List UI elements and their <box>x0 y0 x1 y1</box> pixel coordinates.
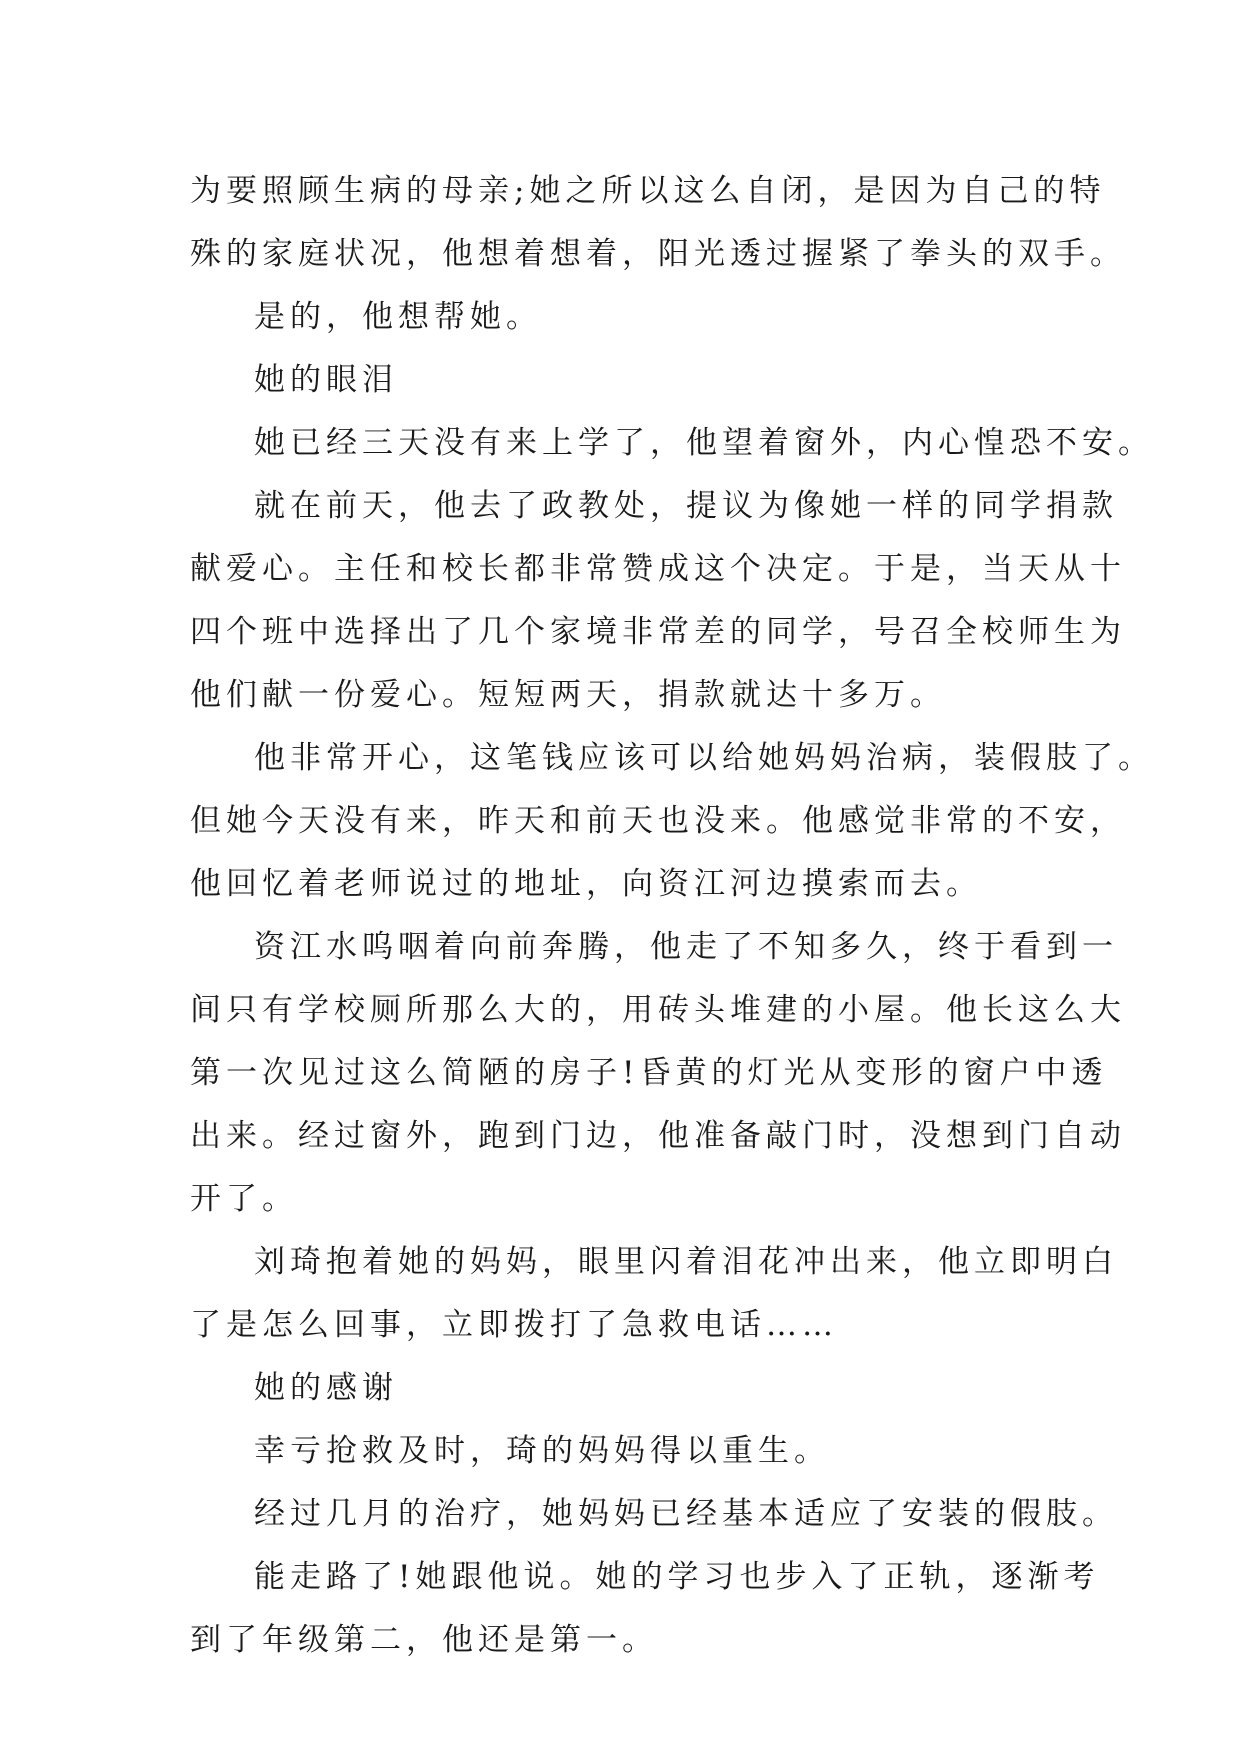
paragraph <box>190 286 1060 349</box>
text-line: 第一次见过这么简陋的房子!昏黄的灯光从变形的窗户中透 <box>190 1055 1108 1091</box>
text-line: 刘琦抱着她的妈妈，眼里闪着泪花冲出来，他立即明白 <box>254 1244 1118 1280</box>
text-line: 是的，他想帮她。 <box>254 299 542 335</box>
text-line: 她已经三天没有来上学了，他望着窗外，内心惶恐不安。 <box>254 425 1154 461</box>
paragraph <box>190 160 1126 286</box>
text-line: 了是怎么回事，立即拨打了急救电话…… <box>190 1307 838 1343</box>
text-line: 经过几月的治疗，她妈妈已经基本适应了安装的假肢。 <box>254 1496 1118 1532</box>
text-line: 她的眼泪 <box>254 362 398 398</box>
text-line: 资江水呜咽着向前奔腾，他走了不知多久，终于看到一 <box>254 929 1118 965</box>
paragraph <box>190 349 1060 412</box>
text-line: 但她今天没有来，昨天和前天也没来。他感觉非常的不安， <box>190 803 1126 839</box>
paragraph <box>190 1420 1060 1483</box>
text-line: 开了。 <box>190 1181 298 1217</box>
paragraph <box>190 1357 1060 1420</box>
text-line: 她的感谢 <box>254 1370 398 1406</box>
paragraph <box>190 1546 1100 1672</box>
document-body <box>190 160 1154 1672</box>
text-line: 献爱心。主任和校长都非常赞成这个决定。于是，当天从十 <box>190 551 1126 587</box>
text-line: 能走路了!她跟他说。她的学习也步入了正轨，逐渐考 <box>254 1559 1100 1595</box>
text-line: 间只有学校厕所那么大的，用砖头堆建的小屋。他长这么大 <box>190 992 1126 1028</box>
text-line: 出来。经过窗外，跑到门边，他准备敲门时，没想到门自动 <box>190 1118 1126 1154</box>
paragraph <box>190 475 1126 727</box>
text-line: 他回忆着老师说过的地址，向资江河边摸索而去。 <box>190 866 982 902</box>
text-line: 殊的家庭状况，他想着想着，阳光透过握紧了拳头的双手。 <box>190 236 1126 272</box>
paragraph <box>190 1483 1118 1546</box>
text-line: 四个班中选择出了几个家境非常差的同学，号召全校师生为 <box>190 614 1126 650</box>
text-line: 他非常开心，这笔钱应该可以给她妈妈治病，装假肢了。 <box>254 740 1154 776</box>
text-line: 为要照顾生病的母亲;她之所以这么自闭，是因为自己的特 <box>190 173 1106 209</box>
paragraph <box>190 916 1126 1231</box>
text-line: 就在前天，他去了政教处，提议为像她一样的同学捐款 <box>254 488 1118 524</box>
text-line: 幸亏抢救及时，琦的妈妈得以重生。 <box>254 1433 830 1469</box>
paragraph <box>190 412 1154 475</box>
text-line: 他们献一份爱心。短短两天，捐款就达十多万。 <box>190 677 946 713</box>
paragraph <box>190 1231 1118 1357</box>
paragraph <box>190 727 1154 916</box>
text-line: 到了年级第二，他还是第一。 <box>190 1622 658 1658</box>
